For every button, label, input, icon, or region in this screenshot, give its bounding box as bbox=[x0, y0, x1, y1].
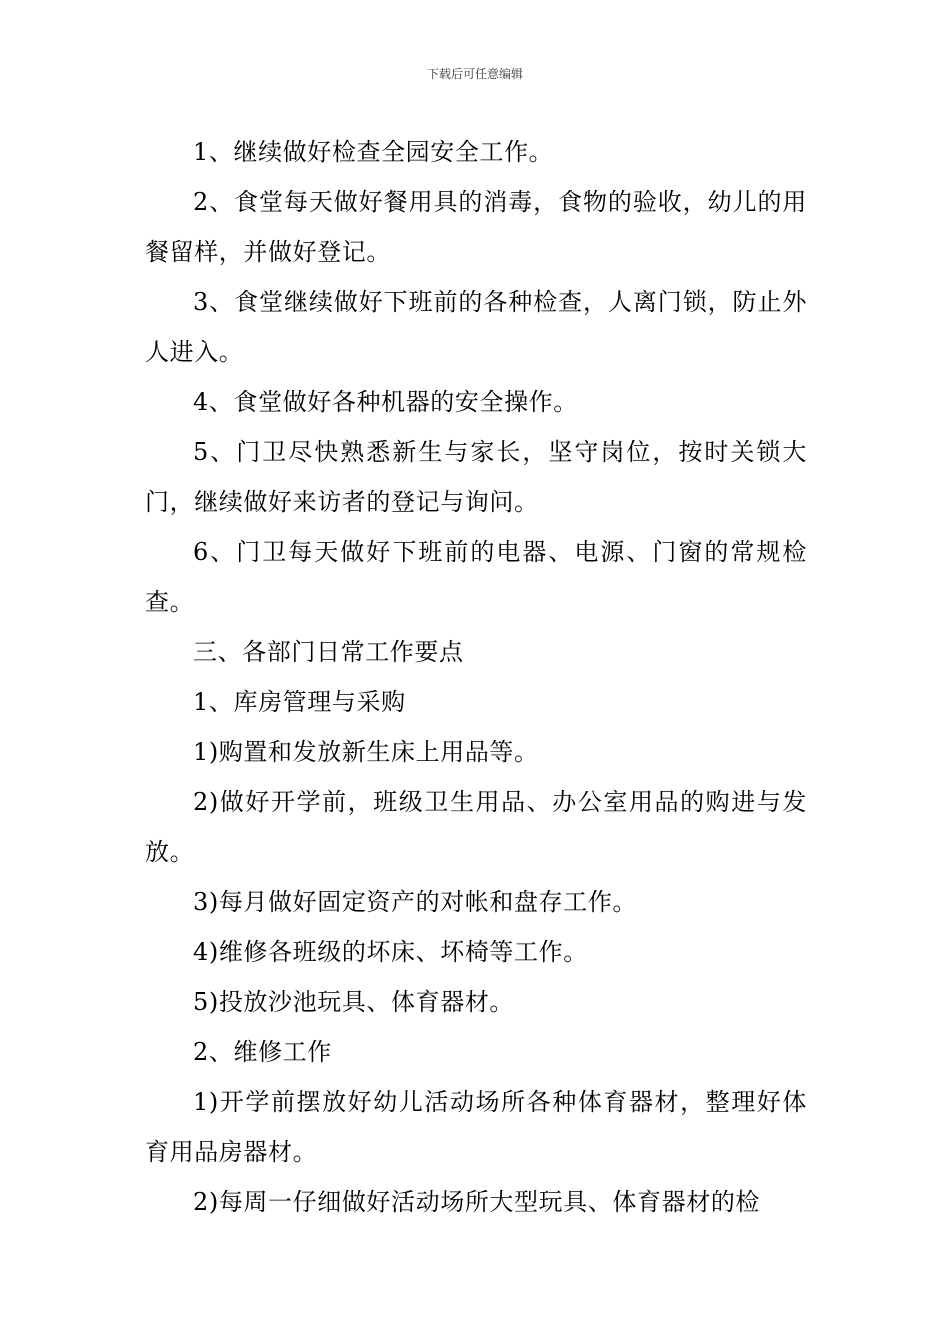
subsection-heading: 2、维修工作 bbox=[193, 1038, 332, 1066]
paragraph: 4、食堂做好各种机器的安全操作。 bbox=[193, 388, 578, 416]
paragraph: 3)每月做好固定资产的对帐和盘存工作。 bbox=[193, 888, 638, 916]
paragraph: 5)投放沙池玩具、体育器材。 bbox=[193, 988, 515, 1016]
paragraph: 4)维修各班级的坏床、坏椅等工作。 bbox=[193, 938, 588, 966]
paragraph: 3、食堂继续做好下班前的各种检查，人离门锁，防止外人进入。 bbox=[145, 288, 807, 366]
paragraph: 2)做好开学前，班级卫生用品、办公室用品的购进与发放。 bbox=[145, 788, 807, 866]
paragraph: 2)每周一仔细做好活动场所大型玩具、体育器材的检 bbox=[193, 1188, 761, 1216]
paragraph: 1、继续做好检查全园安全工作。 bbox=[193, 138, 554, 166]
paragraph: 6、门卫每天做好下班前的电器、电源、门窗的常规检查。 bbox=[145, 538, 807, 616]
subsection-heading: 1、库房管理与采购 bbox=[193, 688, 406, 716]
page-header-note: 下载后可任意编辑 bbox=[426, 67, 523, 81]
paragraph: 2、食堂每天做好餐用具的消毒，食物的验收，幼儿的用餐留样，并做好登记。 bbox=[145, 188, 807, 266]
paragraph: 1)购置和发放新生床上用品等。 bbox=[193, 738, 539, 766]
paragraph: 5、门卫尽快熟悉新生与家长，坚守岗位，按时关锁大门，继续做好来访者的登记与询问。 bbox=[145, 438, 807, 516]
document-body bbox=[145, 127, 807, 1227]
section-heading: 三、各部门日常工作要点 bbox=[193, 638, 464, 666]
paragraph: 1)开学前摆放好幼儿活动场所各种体育器材，整理好体育用品房器材。 bbox=[145, 1088, 807, 1166]
